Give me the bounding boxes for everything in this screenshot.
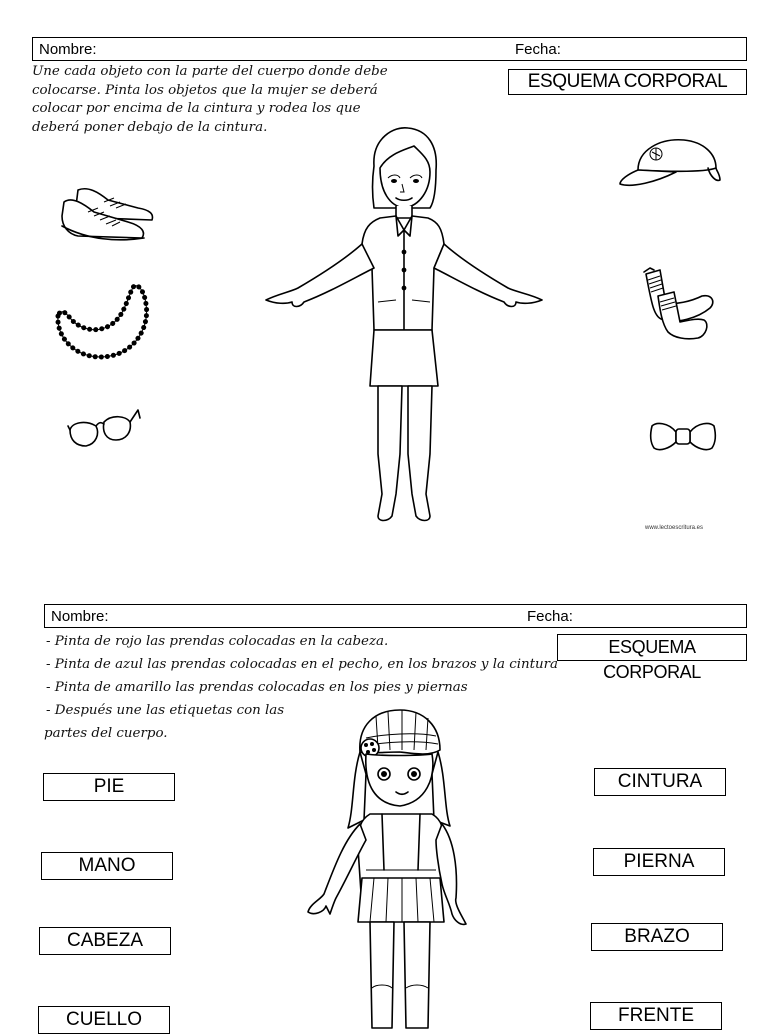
instruction-line: partes del cuerpo. xyxy=(44,726,168,741)
worksheet-2 xyxy=(0,596,768,1030)
label-brazo[interactable]: BRAZO xyxy=(591,923,723,951)
date-label: Fecha: xyxy=(515,41,561,58)
name-label: Nombre: xyxy=(39,41,97,58)
label-cuello[interactable]: CUELLO xyxy=(38,1006,170,1034)
header-box xyxy=(44,604,747,628)
credit-text: www.lectoescritura.es xyxy=(645,525,704,531)
label-pie[interactable]: PIE xyxy=(43,773,175,801)
instruction-line: colocarse. Pinta los objetos que la mujer se deberá xyxy=(32,82,378,98)
worksheet-title: ESQUEMA CORPORAL xyxy=(557,634,747,661)
necklace-icon[interactable] xyxy=(50,280,154,364)
label-frente[interactable]: FRENTE xyxy=(590,1002,722,1030)
label-cintura[interactable]: CINTURA xyxy=(594,768,726,796)
label-pierna[interactable]: PIERNA xyxy=(593,848,725,876)
header-box xyxy=(32,37,747,61)
name-label: Nombre: xyxy=(51,608,109,625)
socks-icon[interactable] xyxy=(640,266,720,342)
girl-figure xyxy=(304,708,470,1028)
label-mano[interactable]: MANO xyxy=(41,852,173,880)
cap-icon[interactable] xyxy=(616,136,724,196)
worksheet-title: ESQUEMA CORPORAL xyxy=(508,69,747,95)
bow-tie-icon[interactable] xyxy=(650,420,716,454)
instruction-line: deberá poner debajo de la cintura. xyxy=(32,119,268,135)
instruction-line: - Pinta de azul las prendas colocadas en el pecho, en los brazos y la cintura xyxy=(46,657,559,672)
glasses-icon[interactable] xyxy=(66,404,146,450)
instruction-line: Une cada objeto con la parte del cuerpo donde debe xyxy=(32,64,388,79)
date-label: Fecha: xyxy=(527,608,573,625)
instruction-line: - Después une las etiquetas con las xyxy=(46,703,285,718)
instructions xyxy=(46,630,558,745)
instruction-line: - Pinta de rojo las prendas colocadas en la cabeza. xyxy=(46,634,389,649)
shoes-icon[interactable] xyxy=(58,182,158,250)
instruction-line: colocar por encima de la cintura y rodea los que xyxy=(32,101,361,116)
instruction-line: - Pinta de amarillo las prendas colocadas en los pies y piernas xyxy=(46,680,468,695)
woman-figure xyxy=(262,124,546,538)
label-cabeza[interactable]: CABEZA xyxy=(39,927,171,955)
